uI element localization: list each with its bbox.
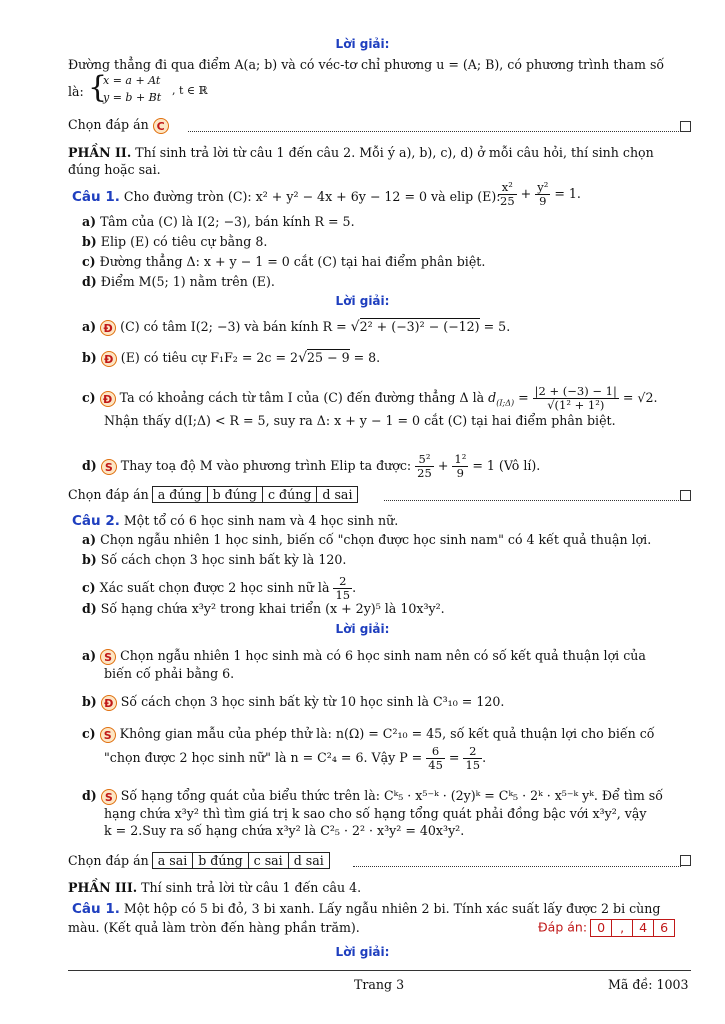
exam-code: Mã đề: 1003 — [608, 977, 689, 992]
true-badge: Đ — [100, 391, 116, 407]
question-1 — [72, 189, 500, 205]
answer-box: a sai — [152, 852, 194, 869]
part2-text: Thí sinh trả lời từ câu 1 đến câu 2. Mỗi ý a), b), c), d) ở mỗi câu hỏi, thí sinh chọn — [135, 145, 654, 160]
solution-d-3: k = 2.Suy ra số hạng chứa x³y² là C²₅ · 2² · x³y² = 40x³y². — [104, 823, 465, 838]
part2-heading — [68, 145, 654, 161]
false-badge: S — [101, 459, 117, 475]
option-a: a) Chọn ngẫu nhiên 1 học sinh, biến cố "chọn được học sinh nam" có 4 kết quả thuận lợi. — [82, 532, 652, 547]
choose-answer-row — [68, 117, 169, 134]
brace-icon: { — [88, 70, 108, 105]
solution-c-2: "chọn được 2 học sinh nữ" là n = C²₄ = 6. Vậy P = $\frac{6}{45}$ = $\frac{2}{15}$ . — [104, 744, 487, 772]
answer-box: b đúng — [207, 486, 263, 503]
solution-d: d) S Thay toạ độ M vào phương trình Elip ta được: $\frac{\text{5²}}{25}$ + $\frac{\text{1²}}{9}$ = 1 (Vô lí). — [82, 452, 541, 480]
part3-heading: PHẦN III. Thí sinh trả lời từ câu 1 đến câu 4. — [68, 880, 362, 895]
solution-d: d) S Số hạng tổng quát của biểu thức trên là: Cᵏ₅ · x⁵⁻ᵏ · (2y)ᵏ = Cᵏ₅ · 2ᵏ · x⁵⁻ᵏ yᵏ. Để tìm số — [82, 788, 663, 804]
answer-box: d sai — [316, 486, 358, 503]
option-a: a) Tâm của (C) là I(2; −3), bán kính R = 5. — [82, 214, 355, 229]
answer-box: b đúng — [192, 852, 248, 869]
choose-label: Chọn đáp án — [68, 117, 149, 132]
option-b: b) Số cách chọn 3 học sinh bất kỳ là 120. — [82, 552, 347, 567]
solution-a-2: biến cố phải bằng 6. — [104, 666, 235, 681]
checkbox-icon — [680, 490, 691, 501]
solution-heading: Lời giải: — [335, 622, 390, 636]
system-param: , t ∈ ℝ — [172, 84, 208, 97]
solution-c-2: Nhận thấy d(I;Δ) < R = 5, suy ra Δ: x + y − 1 = 0 cắt (C) tại hai điểm phân biệt. — [104, 413, 616, 428]
solution-b: b) Đ Số cách chọn 3 học sinh bất kỳ từ 10 học sinh là C³₁₀ = 120. — [82, 694, 505, 710]
part2-text-2: đúng hoặc sai. — [68, 162, 161, 177]
true-badge: Đ — [101, 695, 117, 711]
answer-box: a đúng — [152, 486, 208, 503]
option-d: d) Điểm M(5; 1) nằm trên (E). — [82, 274, 275, 289]
solution-c: c) Đ Ta có khoảng cách từ tâm I của (C) đến đường thẳng Δ là $d_{(I;\Delta)}$ = $\frac{|2 + (-3) - 1|}{\text{√(1² + 1²)}}$ = √2. — [82, 384, 658, 412]
question-label: Câu 1. — [72, 189, 120, 205]
option-b: b) Elip (E) có tiêu cự bằng 8. — [82, 234, 268, 249]
question-2: Câu 2. Một tổ có 6 học sinh nam và 4 học sinh nữ. — [72, 513, 399, 529]
part3-question-1-2: màu. (Kết quả làm tròn đến hàng phần trăm). — [68, 920, 360, 935]
option-d: d) Số hạng chứa x³y² trong khai triển (x + 2y)⁵ là 10x³y². — [82, 601, 445, 616]
solution-heading: Lời giải: — [335, 294, 390, 308]
dotted-line — [188, 130, 681, 132]
dotted-line — [353, 865, 681, 867]
footer-divider — [68, 970, 691, 971]
true-badge: Đ — [101, 351, 117, 367]
solution-b: b) Đ (E) có tiêu cự F₁F₂ = 2c = 2√25 − 9 = 8. — [82, 350, 381, 366]
checkbox-icon — [680, 121, 691, 132]
system-eq-y: y = b + Bt — [103, 91, 162, 104]
option-c: c) Đường thẳng Δ: x + y − 1 = 0 cắt (C) tại hai điểm phân biệt. — [82, 254, 486, 269]
checkbox-icon — [680, 855, 691, 866]
page-number: Trang 3 — [354, 977, 405, 992]
ellipse-equation: $\frac{\text{x²}}{25}$ + $\frac{\text{y²}}{9}$ = 1. — [500, 180, 581, 208]
system-eq-x: x = a + At — [103, 74, 161, 87]
false-badge: S — [100, 649, 116, 665]
paragraph-line: là: — [68, 84, 84, 99]
solution-heading: Lời giải: — [335, 945, 390, 959]
part2-title: PHẦN II. — [68, 145, 132, 160]
solution-heading: Lời giải: — [335, 37, 390, 51]
true-badge: Đ — [100, 320, 116, 336]
solution-c: c) S Không gian mẫu của phép thử là: n(Ω) = C²₁₀ = 45, số kết quả thuận lợi cho biến cố — [82, 726, 655, 742]
part3-question-1: Câu 1. Một hộp có 5 bi đỏ, 3 bi xanh. Lấy ngẫu nhiên 2 bi. Tính xác suất lấy được 2 bi cùng — [72, 901, 661, 917]
solution-d-2: hạng chứa x³y² thì tìm giá trị k sao cho số hạng tổng quát phải đồng bậc với x³y², vậy — [104, 806, 647, 821]
solution-a: a) Đ (C) có tâm I(2; −3) và bán kính R = √2² + (−3)² − (−12) = 5. — [82, 319, 511, 335]
false-badge: S — [100, 727, 116, 743]
answer-box: c sai — [248, 852, 289, 869]
paragraph-line: Đường thẳng đi qua điểm A(a; b) và có véc-tơ chỉ phương u = (A; B), có phương trình tham số — [68, 57, 665, 72]
question-text: Cho đường tròn (C): x² + y² − 4x + 6y − 12 = 0 và elip (E): — [123, 189, 501, 204]
answer-box: d sai — [288, 852, 330, 869]
choose-answer-row-2: Chọn đáp án a đúng b đúng c đúng d sai — [68, 486, 358, 503]
answer-grid: Đáp án: 0 , 4 6 — [538, 919, 675, 937]
answer-circle: C — [153, 118, 169, 134]
false-badge: S — [101, 789, 117, 805]
dotted-line — [384, 499, 681, 501]
solution-a: a) S Chọn ngẫu nhiên 1 học sinh mà có 6 học sinh nam nên có số kết quả thuận lợi của — [82, 648, 646, 664]
option-c: c) Xác suất chọn được 2 học sinh nữ là $\frac{2}{15}$ . — [82, 574, 357, 602]
choose-answer-row-3: Chọn đáp án a sai b đúng c sai d sai — [68, 852, 330, 869]
answer-box: c đúng — [262, 486, 317, 503]
